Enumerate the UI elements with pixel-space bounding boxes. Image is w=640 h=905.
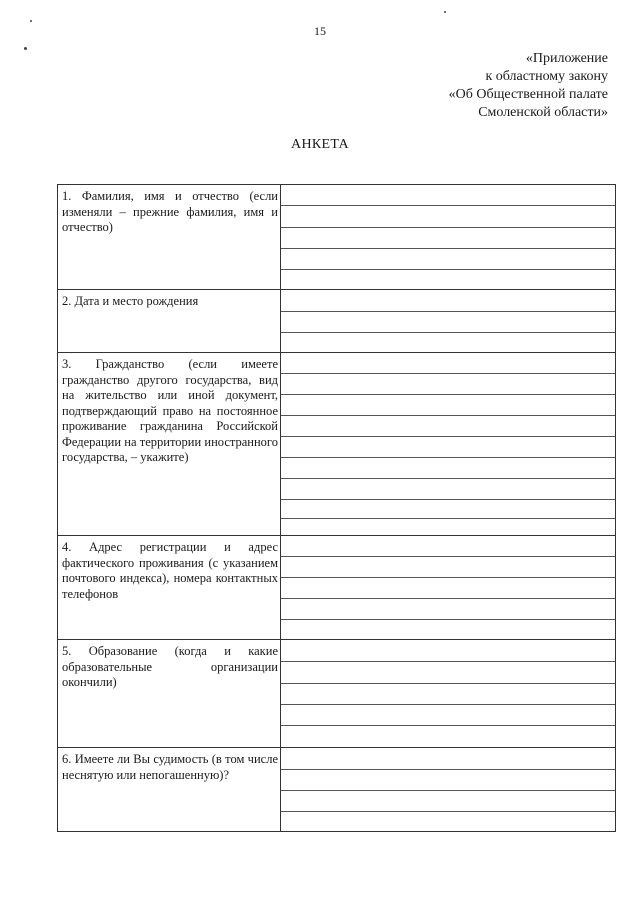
answer-area[interactable] (281, 185, 615, 289)
question-label: 1. Фамилия, имя и отчество (если изменяли – прежние фамилия, имя и отчество) (58, 185, 281, 289)
answer-area[interactable] (281, 748, 615, 832)
answer-line (281, 577, 615, 578)
question-row-citizenship (58, 353, 615, 536)
answer-line (281, 394, 615, 395)
question-row-birth (58, 290, 615, 353)
scan-speck (30, 20, 32, 22)
answer-line (281, 205, 615, 206)
answer-line (281, 269, 615, 270)
question-row-education (58, 640, 615, 748)
answer-line (281, 556, 615, 557)
question-label: 3. Гражданство (если имеете гражданство другого государства, вид на жительство или иной документ, подтверждающий право на постоянное проживание гражданина Российской Федерации на территории иностранного государства, – укажите) (58, 353, 281, 535)
answer-line (281, 811, 615, 812)
answer-line (281, 415, 615, 416)
answer-line (281, 704, 615, 705)
document-title: АНКЕТА (291, 137, 349, 152)
question-row-full-name (58, 185, 615, 290)
answer-area[interactable] (281, 640, 615, 747)
answer-line (281, 683, 615, 684)
appendix-line: «Об Общественной палате (448, 87, 608, 102)
appendix-line: к областному закону (485, 69, 608, 84)
answer-line (281, 478, 615, 479)
answer-area[interactable] (281, 536, 615, 639)
answer-line (281, 598, 615, 599)
question-label: 2. Дата и место рождения (58, 290, 281, 352)
page-number: 15 (314, 24, 326, 38)
answer-area[interactable] (281, 290, 615, 352)
scan-speck (24, 47, 27, 50)
answer-line (281, 227, 615, 228)
answer-line (281, 248, 615, 249)
appendix-line: Смоленской области» (478, 105, 608, 120)
answer-line (281, 457, 615, 458)
answer-line (281, 661, 615, 662)
scan-speck (444, 11, 446, 13)
answer-line (281, 499, 615, 500)
answer-line (281, 725, 615, 726)
appendix-line: «Приложение (525, 51, 608, 66)
answer-line (281, 436, 615, 437)
answer-line (281, 619, 615, 620)
questionnaire-table (57, 184, 616, 832)
appendix-header (449, 50, 608, 122)
answer-line (281, 332, 615, 333)
answer-line (281, 311, 615, 312)
answer-line (281, 790, 615, 791)
answer-line (281, 373, 615, 374)
question-label: 4. Адрес регистрации и адрес фактического проживания (с указанием почтового индекса), номера контактных телефонов (58, 536, 281, 639)
question-row-criminal-record (58, 748, 615, 832)
question-label: 6. Имеете ли Вы судимость (в том числе неснятую или непогашенную)? (58, 748, 281, 832)
answer-line (281, 518, 615, 519)
answer-line (281, 769, 615, 770)
question-label: 5. Образование (когда и какие образовательные организации окончили) (58, 640, 281, 747)
question-row-address (58, 536, 615, 640)
answer-area[interactable] (281, 353, 615, 535)
